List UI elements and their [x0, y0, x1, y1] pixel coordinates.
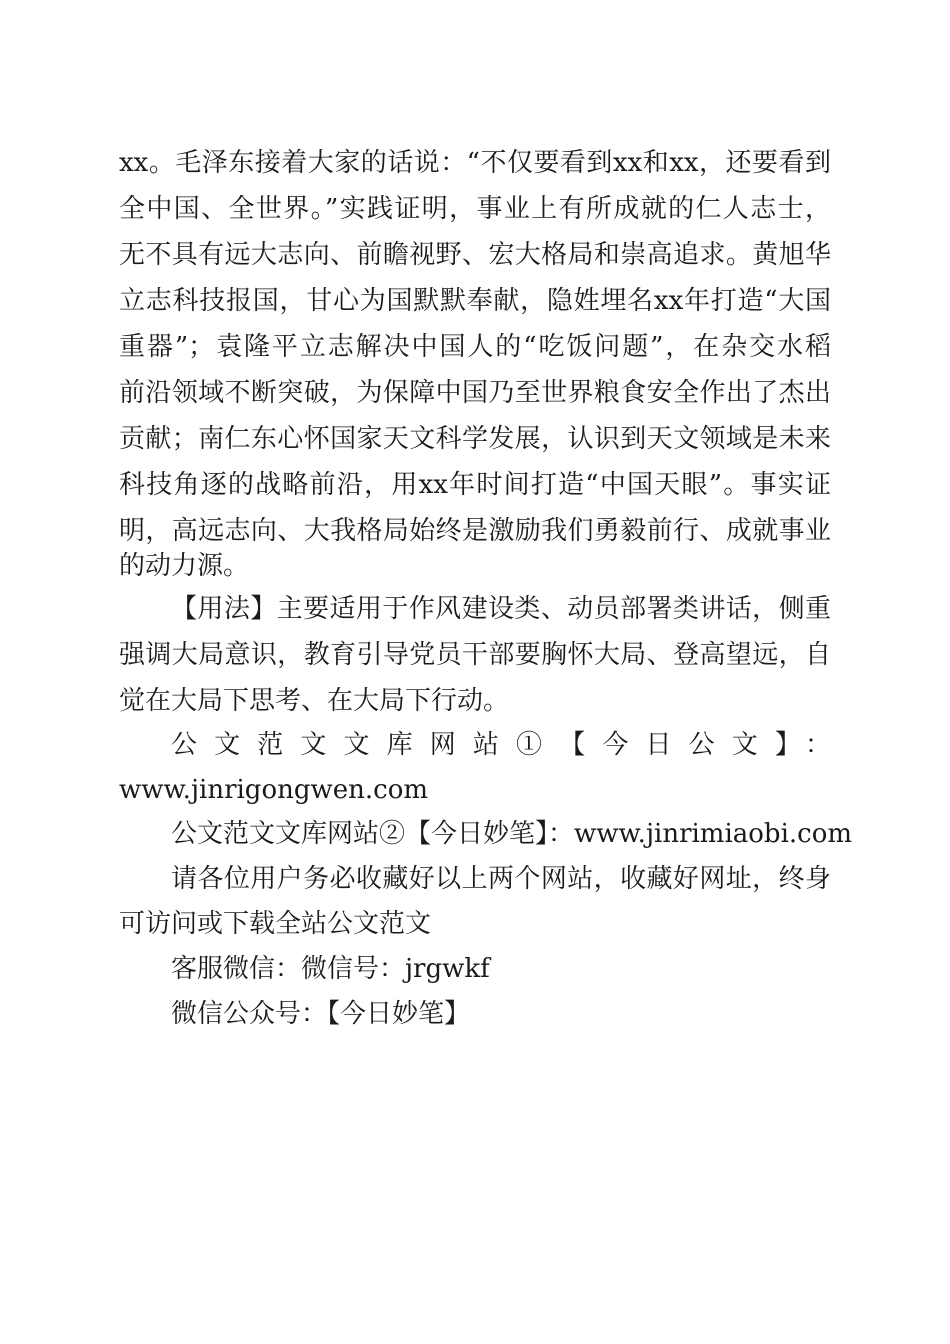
website-1-label: 公文范文文库网站①【今日公文】：: [171, 730, 831, 760]
website-1-url[interactable]: www.jinrigongwen.com: [119, 775, 429, 805]
body-text-line: 科技角逐的战略前沿，用xx年时间打造“中国天眼”。事实证: [119, 470, 831, 500]
bookmark-notice-line: 请各位用户务必收藏好以上两个网站，收藏好网址，终身: [171, 864, 831, 894]
body-text-line: 贡献；南仁东心怀国家天文科学发展，认识到天文领域是未来: [119, 424, 831, 454]
body-text-line: 全中国、全世界。”实践证明，事业上有所成就的仁人志士，: [119, 194, 831, 224]
body-text-line: 明，高远志向、大我格局始终是激励我们勇毅前行、成就事业: [119, 516, 831, 546]
usage-paragraph-line: 觉在大局下思考、在大局下行动。: [119, 686, 510, 716]
body-text-line: 前沿领域不断突破，为保障中国乃至世界粮食安全作出了杰出: [119, 378, 831, 408]
wechat-official-account-line: 微信公众号：【今日妙笔】: [171, 999, 471, 1029]
body-text-line: 立志科技报国，甘心为国默默奉献，隐姓埋名xx年打造“大国: [119, 286, 831, 316]
body-text-line: 重器”；袁隆平立志解决中国人的“吃饭问题”，在杂交水稻: [119, 332, 831, 362]
bookmark-notice-line: 可访问或下载全站公文范文: [119, 909, 432, 939]
website-2-line: 公文范文文库网站②【今日妙笔】：www.jinrimiaobi.com: [171, 819, 853, 849]
usage-paragraph-line: 强调大局意识，教育引导党员干部要胸怀大局、登高望远，自: [119, 640, 831, 670]
wechat-service-line: 客服微信：微信号：jrgwkf: [171, 954, 490, 984]
body-text-line: 的动力源。: [119, 551, 250, 581]
usage-paragraph-line: 【用法】主要适用于作风建设类、动员部署类讲话，侧重: [171, 594, 831, 624]
body-text-line: 无不具有远大志向、前瞻视野、宏大格局和崇高追求。黄旭华: [119, 240, 831, 270]
body-text-line: xx。毛泽东接着大家的话说：“不仅要看到xx和xx，还要看到: [119, 148, 831, 178]
